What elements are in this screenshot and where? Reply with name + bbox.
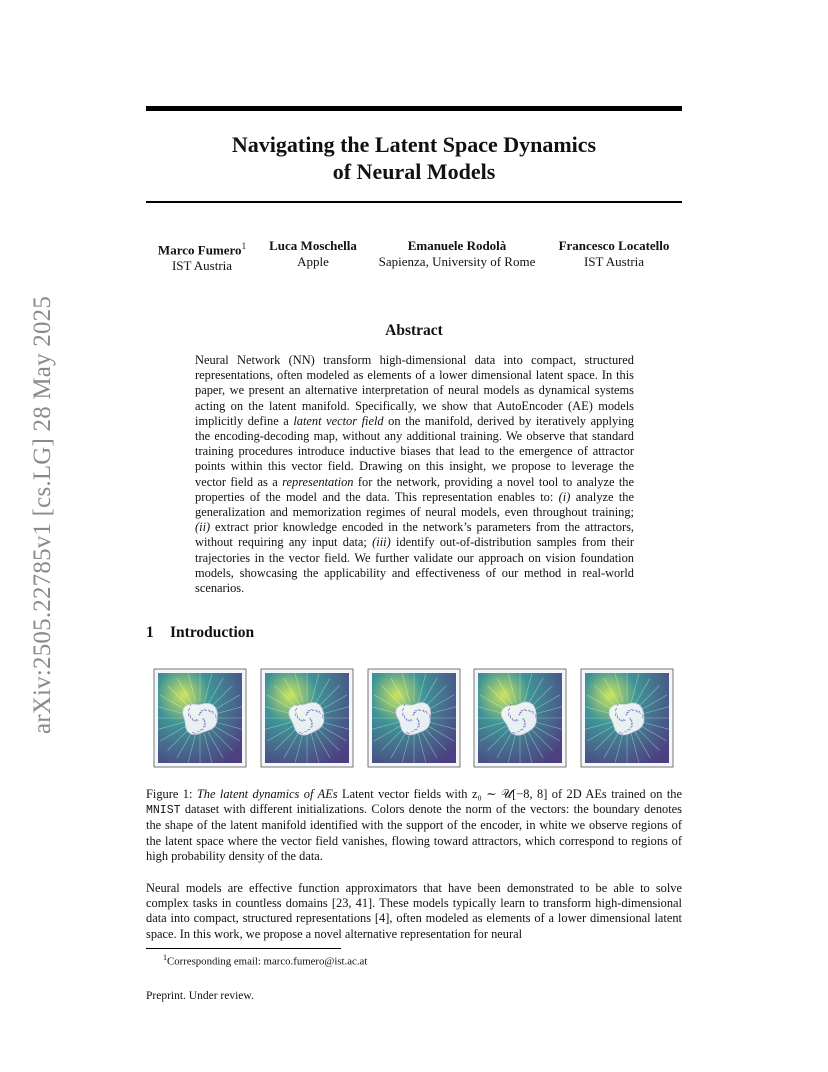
abstract-heading: Abstract xyxy=(385,322,443,339)
figure-title: The latent dynamics of AEs xyxy=(196,787,338,801)
section-number: 1 xyxy=(146,624,154,641)
section-title: Introduction xyxy=(170,624,255,641)
author-3 xyxy=(379,238,536,270)
author-2 xyxy=(269,238,357,270)
arxiv-identifier xyxy=(0,0,70,1072)
footnote-rule xyxy=(146,948,341,949)
paper-title-line1: Navigating the Latent Space Dynamics xyxy=(231,132,597,157)
author-4 xyxy=(559,238,670,270)
author-name: Luca Moschella xyxy=(269,238,357,253)
dataset-name: MNIST xyxy=(146,804,181,818)
figure-1-caption: Figure 1: The latent dynamics of AEs Latent vector fields with z₀ ∼ 𝒰[−8, 8] of 2D AEs trained on the MNIST dataset with different initializations. Colors denote the norm of the vectors: the boundary denotes the shape of the latent manifold identified with the support of the encoder, in white we observe regions of the latent space where the vector field vanishes, flowing toward attractors, which correspond to regions of high probability density of the data. xyxy=(146,787,682,863)
figure-1-panels xyxy=(153,668,683,772)
author-affiliation: Apple xyxy=(297,254,329,269)
vector-field-panel-5 xyxy=(580,668,674,768)
affiliation-mark: 1 xyxy=(241,241,247,251)
author-name: Emanuele Rodolà xyxy=(407,238,507,253)
author-affiliation: IST Austria xyxy=(171,258,233,274)
footnote-text: Corresponding email: marco.fumero@ist.ac.at xyxy=(167,955,368,968)
vector-field-panel-4 xyxy=(473,668,567,768)
author-1 xyxy=(158,238,246,274)
footnote-mark: 1 xyxy=(163,953,167,962)
author-name: Francesco Locatello xyxy=(558,238,670,253)
paper-title xyxy=(146,131,682,185)
vector-field-panel-3 xyxy=(367,668,461,768)
section-heading-introduction xyxy=(146,624,254,642)
author-affiliation: IST Austria xyxy=(583,254,645,269)
figure-math: z₀ ∼ 𝒰[−8, 8] xyxy=(471,787,548,801)
abstract-text: Neural Network (NN) transform high-dimensional data into compact, structured representations, often modeled as elements of a lower dimensional latent space. In this paper, we present an alternative interpretation of neural models as dynamical systems acting on the latent manifold. Specifically, we show that AutoEncoder (AE) models implicitly define a latent vector field on the manifold, derived by iteratively applying the encoding-decoding map, without any additional training. We observe that standard training procedures introduce inductive biases that lead to the emergence of attractor points within this vector field. Drawing on this insight, we propose to leverage the vector field as a representation for the network, providing a novel tool to analyze the properties of the model and the data. This representation enables to: (i) analyze the generalization and memorization regimes of neural models, even throughout training; (ii) extract prior knowledge encoded in the network’s parameters from the attractors, without requiring any input data; (iii) identify out-of-distribution samples from their trajectories in the vector field. We further validate our approach on vision foundation models, showcasing the applicability and effectiveness of our method in real-world scenarios. xyxy=(195,353,634,596)
preprint-notice: Preprint. Under review. xyxy=(146,990,254,1002)
arxiv-stamp-text: arXiv:2505.22785v1 [cs.LG] 28 May 2025 xyxy=(29,295,56,735)
author-affiliation: Sapienza, University of Rome xyxy=(378,254,536,269)
vector-field-panel-2 xyxy=(260,668,354,768)
figure-label: Figure 1: xyxy=(146,787,193,801)
paper-title-line2: of Neural Models xyxy=(332,159,496,184)
author-name: Marco Fumero xyxy=(157,242,242,258)
intro-paragraph: Neural models are effective function approximators that have been demonstrated to be able to solve complex tasks in countless domains [23, 41]. These models typically learn to transform high-dimensional data into compact, structured representations [4], often modeled as elements of a lower dimensional latent space. In this work, we propose a novel alternative representation for neural xyxy=(146,881,682,941)
footnote xyxy=(163,953,367,968)
vector-field-panel-1 xyxy=(153,668,247,768)
title-top-rule xyxy=(146,106,682,111)
title-bottom-rule xyxy=(146,201,682,203)
